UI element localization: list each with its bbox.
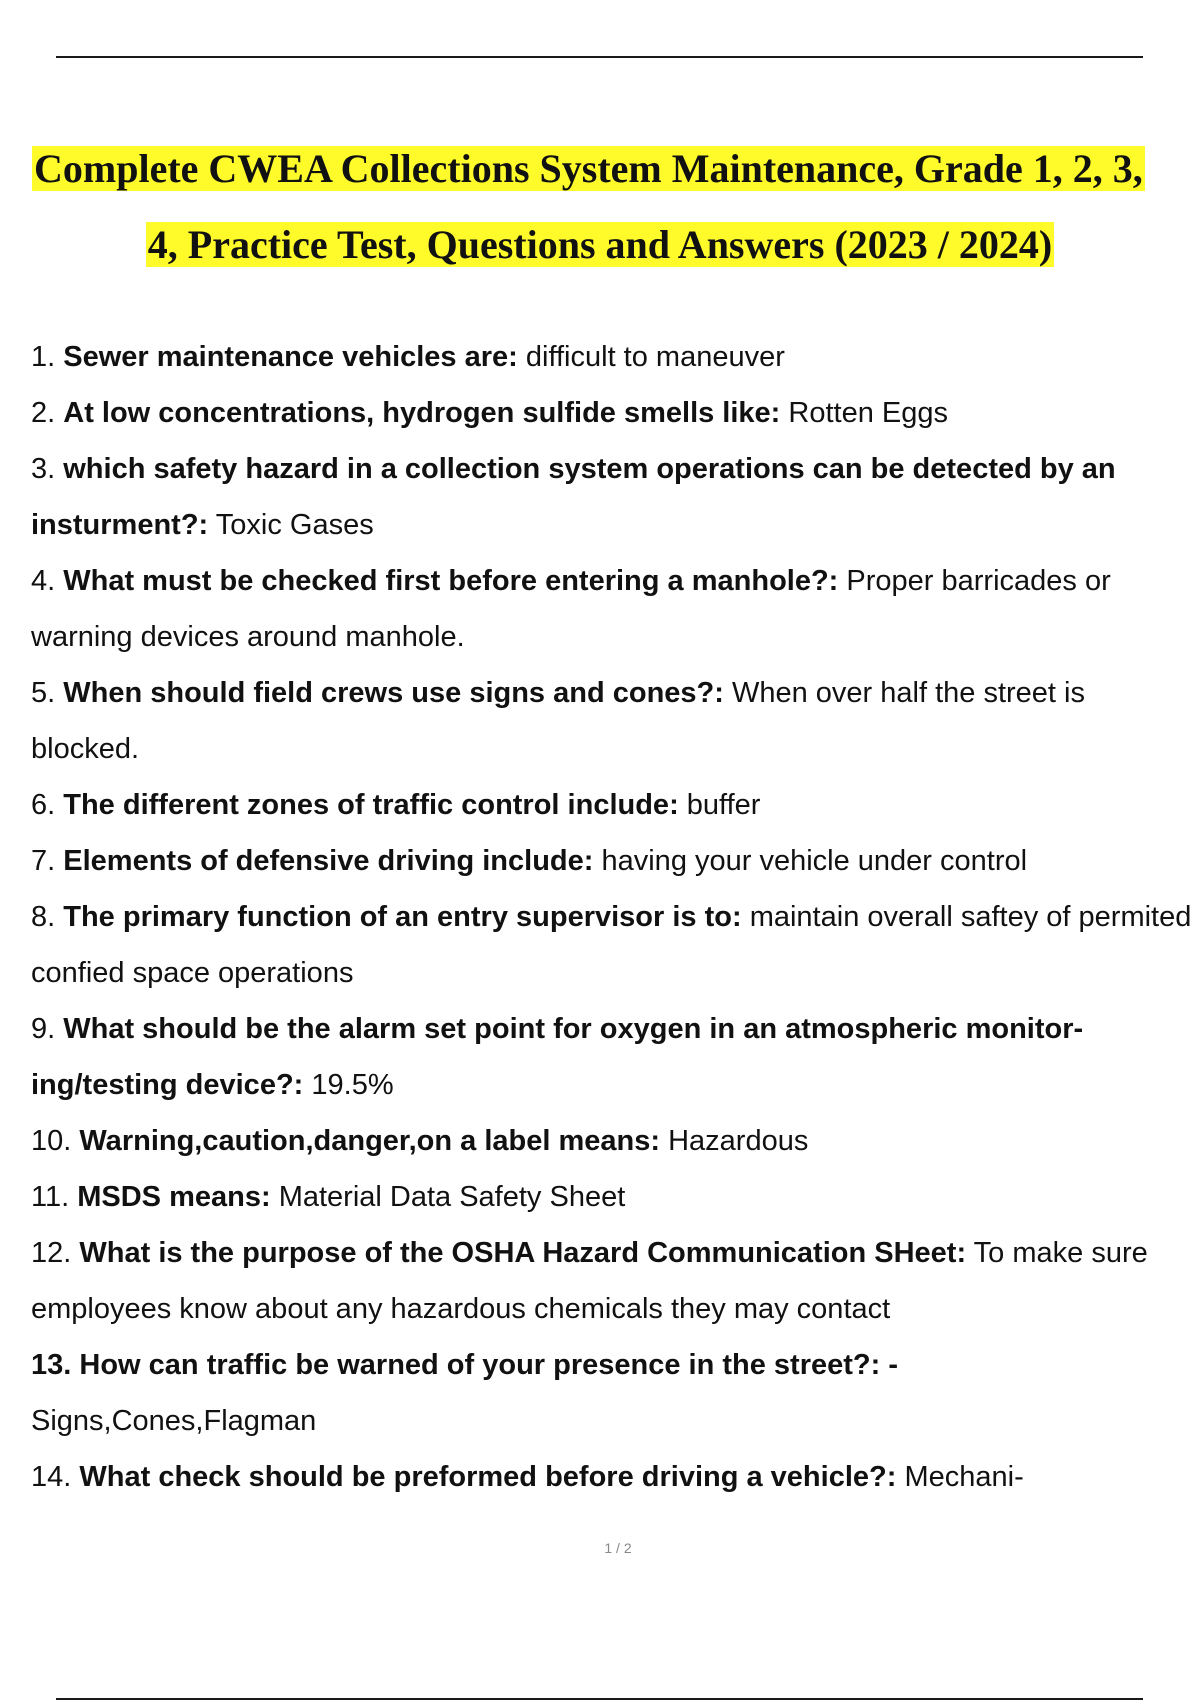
answer-text: 19.5% bbox=[311, 1069, 394, 1101]
title-line-1-text: Complete CWEA Collections System Maintenance, Grade 1, 2, 3, bbox=[34, 145, 1143, 191]
item-number: 7. bbox=[31, 845, 56, 877]
question-text: What must be checked first before entering a manhole?: bbox=[63, 565, 839, 597]
qa-item-13 bbox=[31, 1337, 1196, 1449]
question-text: The primary function of an entry supervisor is to: bbox=[63, 901, 742, 933]
item-number: 4. bbox=[31, 565, 56, 597]
answer-text: When over half the street is blocked. bbox=[31, 677, 1085, 765]
item-number: 2. bbox=[31, 397, 56, 429]
qa-item-2 bbox=[31, 385, 1196, 441]
answer-text: maintain overall saftey of permited confied space operations bbox=[31, 901, 1192, 989]
answer-text: Toxic Gases bbox=[215, 509, 374, 541]
answer-text: Signs,Cones,Flagman bbox=[31, 1405, 317, 1437]
item-number: 6. bbox=[31, 789, 56, 821]
qa-item-1 bbox=[31, 329, 1196, 385]
item-number: 9. bbox=[31, 1013, 56, 1045]
qa-item-3 bbox=[31, 441, 1196, 553]
answer-text: Rotten Eggs bbox=[788, 397, 949, 429]
question-text: When should field crews use signs and cones?: bbox=[63, 677, 724, 709]
page-indicator: 1 / 2 bbox=[604, 1540, 632, 1556]
question-text: Warning,caution,danger,on a label means: bbox=[79, 1125, 661, 1157]
item-number: 3. bbox=[31, 453, 56, 485]
item-number: 1. bbox=[31, 341, 56, 373]
answer-text: difficult to maneuver bbox=[525, 341, 785, 373]
qa-item-9 bbox=[31, 1001, 1196, 1113]
question-text: What should be the alarm set point for oxygen in an atmospheric monitor-ing/testing device?: bbox=[31, 1013, 1084, 1101]
item-number: 12. bbox=[31, 1237, 72, 1269]
question-text: At low concentrations, hydrogen sulfide smells like: bbox=[63, 397, 781, 429]
qa-item-6 bbox=[31, 777, 1196, 833]
item-number: 10. bbox=[31, 1125, 72, 1157]
answer-text: Proper barricades or warning devices around manhole. bbox=[31, 565, 1111, 653]
qa-item-11 bbox=[31, 1169, 1196, 1225]
top-rule bbox=[56, 56, 1143, 58]
question-text: The different zones of traffic control include: bbox=[63, 789, 679, 821]
title-line-2 bbox=[32, 207, 1200, 283]
qa-list bbox=[31, 329, 1196, 1505]
question-text: which safety hazard in a collection system operations can be detected by an insturment?: bbox=[31, 453, 1116, 541]
qa-item-10 bbox=[31, 1113, 1196, 1169]
qa-item-8 bbox=[31, 889, 1196, 1001]
item-number: 11. bbox=[31, 1181, 70, 1213]
title-line-1 bbox=[32, 131, 1200, 207]
question-text: Elements of defensive driving include: bbox=[63, 845, 594, 877]
answer-text: having your vehicle under control bbox=[601, 845, 1028, 877]
qa-item-4 bbox=[31, 553, 1196, 665]
item-number: 8. bbox=[31, 901, 56, 933]
answer-text: Material Data Safety Sheet bbox=[278, 1181, 626, 1213]
answer-text: Hazardous bbox=[668, 1125, 809, 1157]
qa-item-12 bbox=[31, 1225, 1196, 1337]
answer-text: To make sure employees know about any hazardous chemicals they may contact bbox=[31, 1237, 1148, 1325]
question-text: What check should be preformed before driving a vehicle?: bbox=[79, 1461, 897, 1493]
question-text: How can traffic be warned of your presence in the street?: - bbox=[79, 1349, 899, 1381]
question-text: Sewer maintenance vehicles are: bbox=[63, 341, 518, 373]
title-line-2-text: 4, Practice Test, Questions and Answers (2023 / 2024) bbox=[147, 221, 1053, 267]
item-number: 13. bbox=[31, 1349, 72, 1381]
answer-text: buffer bbox=[686, 789, 761, 821]
question-text: What is the purpose of the OSHA Hazard Communication SHeet: bbox=[79, 1237, 967, 1269]
answer-text: Mechani- bbox=[904, 1461, 1024, 1493]
qa-item-5 bbox=[31, 665, 1196, 777]
item-number: 14. bbox=[31, 1461, 72, 1493]
item-number: 5. bbox=[31, 677, 56, 709]
qa-item-7 bbox=[31, 833, 1196, 889]
question-text: MSDS means: bbox=[77, 1181, 271, 1213]
document-title bbox=[32, 131, 1200, 283]
qa-item-14 bbox=[31, 1449, 1196, 1505]
